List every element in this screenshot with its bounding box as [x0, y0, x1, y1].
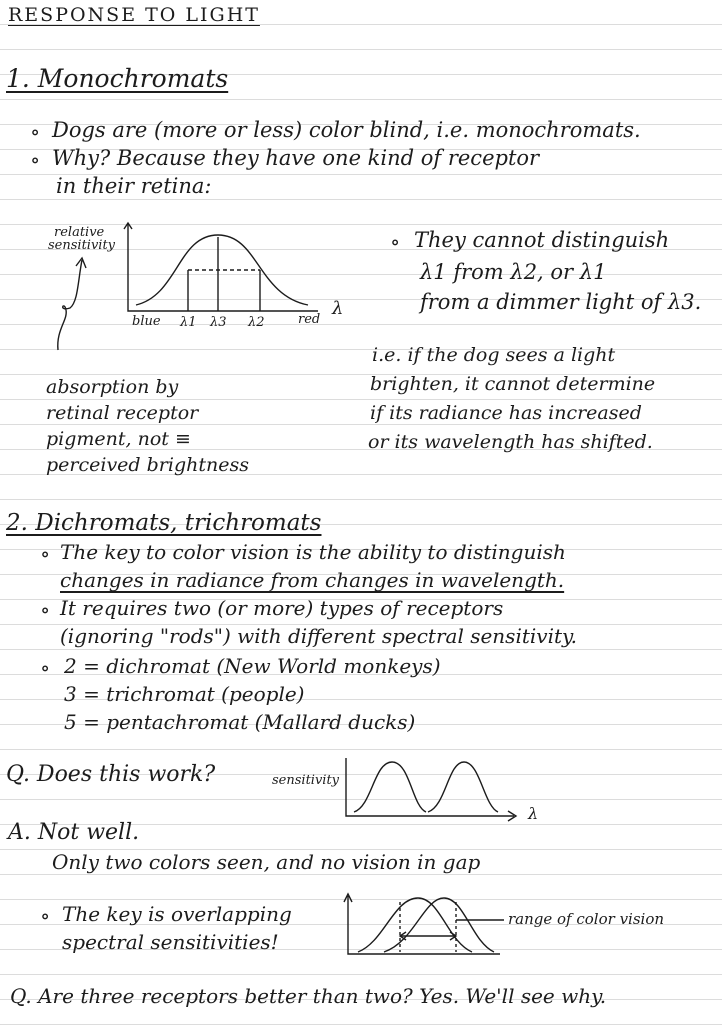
key-line2: spectral sensitivities!	[62, 930, 279, 954]
section1-heading: 1. Monochromats	[6, 64, 229, 93]
s2-line-dichromat: 2 = dichromat (New World monkeys)	[64, 654, 441, 678]
note-line1: They cannot distinguish	[414, 228, 670, 252]
s2-dot-3: ∘	[40, 656, 51, 680]
note-line2: λ1 from λ2, or λ1	[420, 260, 607, 284]
s2-dot-2: ∘	[40, 598, 51, 622]
note-dot: ∘	[390, 230, 401, 254]
absorption-line1: absorption by	[46, 376, 179, 398]
s2-dot-1: ∘	[40, 542, 51, 566]
ie-line3: if its radiance has increased	[370, 402, 642, 424]
key-dot: ∘	[40, 904, 51, 928]
key-line1: The key is overlapping	[62, 902, 292, 926]
bullet-text-retina: in their retina:	[56, 174, 212, 198]
s2-line-changes: changes in radiance from changes in wavelength.	[60, 568, 565, 592]
absorption-line3: pigment, not ≡	[46, 428, 191, 450]
s2-line-trichromat: 3 = trichromat (people)	[64, 682, 305, 706]
xlabel-lambda1: λ1	[180, 315, 197, 330]
s2-line-ignoring: (ignoring "rods") with different spectral sensitivity.	[60, 624, 578, 648]
bullet-dot-1: ∘	[30, 120, 41, 144]
xlabel-lambda2: λ2	[248, 315, 265, 330]
ie-line2: brighten, it cannot determine	[370, 373, 656, 395]
figure-ylabel-sensitivity: sensitivity	[48, 238, 116, 253]
ie-line1: i.e. if the dog sees a light	[372, 344, 616, 366]
squiggle-arrow-icon	[48, 250, 108, 360]
question-1: Q. Does this work?	[6, 762, 216, 787]
question-2: Q. Are three receptors better than two? Yes. We'll see why.	[10, 984, 607, 1008]
range-of-color-vision-label: range of color vision	[508, 910, 665, 928]
xlabel-lambda-axis: λ	[332, 298, 344, 319]
overlapping-sensitivity-curves	[344, 892, 504, 962]
xlabel-red: red	[298, 312, 321, 327]
note-line3: from a dimmer light of λ3.	[420, 290, 702, 314]
section2-heading: 2. Dichromats, trichromats	[6, 510, 322, 536]
xlabel-lambda3: λ3	[210, 315, 227, 330]
answer-line1: A. Not well.	[8, 820, 140, 845]
s2-line-requires: It requires two (or more) types of receptors	[60, 596, 504, 620]
qa-x-lambda: λ	[528, 804, 539, 823]
bullet-text-dogs: Dogs are (more or less) color blind, i.e. monochromats.	[52, 118, 641, 142]
sensitivity-label: sensitivity	[272, 773, 340, 788]
xlabel-blue: blue	[132, 314, 161, 329]
figure-ylabel-relative: relative	[54, 225, 105, 240]
bullet-text-why: Why? Because they have one kind of receptor	[52, 146, 540, 170]
page-title: RESPONSE TO LIGHT	[8, 4, 260, 26]
s2-line-pentachromat: 5 = pentachromat (Mallard ducks)	[64, 710, 416, 734]
absorption-line2: retinal receptor	[46, 402, 199, 424]
absorption-line4: perceived brightness	[46, 454, 249, 476]
s2-line-key: The key to color vision is the ability to distinguish	[60, 540, 566, 564]
answer-line2: Only two colors seen, and no vision in gap	[52, 850, 481, 874]
ie-line4: or its wavelength has shifted.	[368, 431, 653, 453]
two-receptor-curves	[342, 756, 532, 826]
bullet-dot-2: ∘	[30, 148, 41, 172]
